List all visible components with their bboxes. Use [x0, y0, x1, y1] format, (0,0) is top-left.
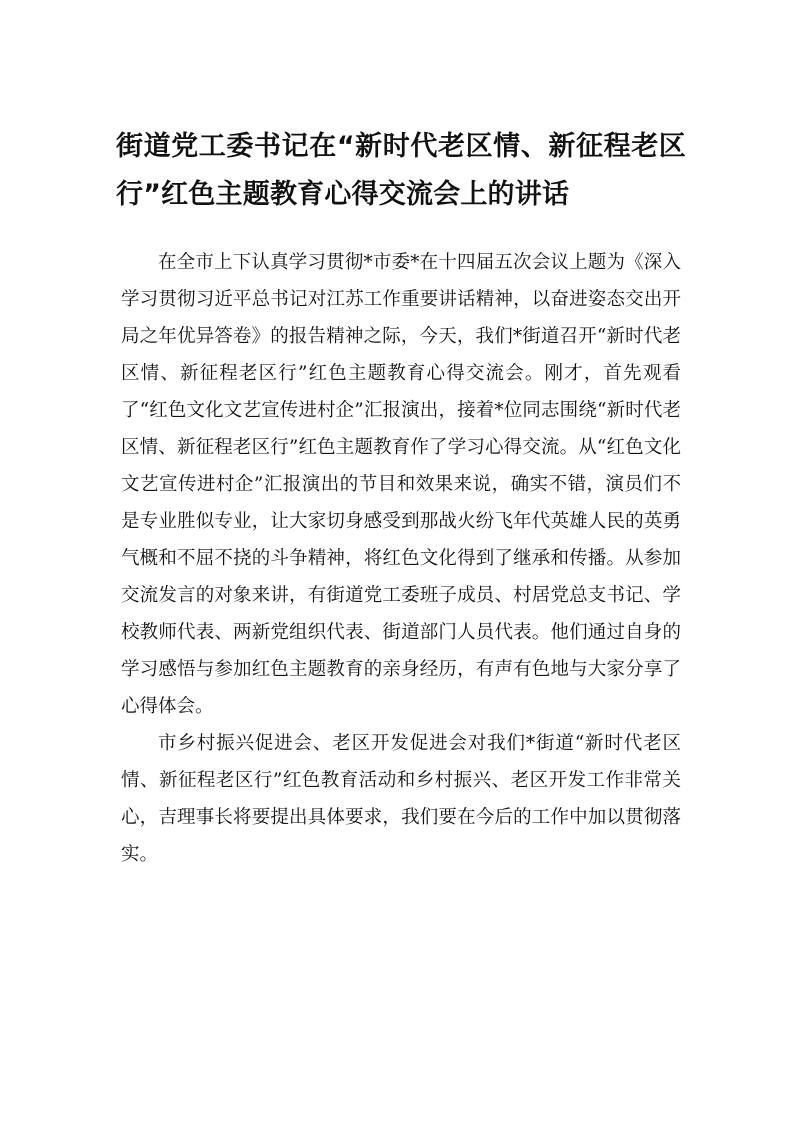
paragraph: 市乡村振兴促进会、老区开发促进会对我们*街道“新时代老区情、新征程老区行”红色教育活动和乡村振兴、老区开发工作非常关心，吉理事长将要提出具体要求，我们要在今后的工作中加以贯彻落实。 — [121, 733, 681, 865]
document-title: 街道党工委书记在“新时代老区情、新征程老区行”红色主题教育心得交流会上的讲话 — [116, 131, 686, 210]
paragraph: 在全市上下认真学习贯彻*市委*在十四届五次会议上题为《深入学习贯彻习近平总书记对江苏工作重要讲话精神，以奋进姿态交出开局之年优异答卷》的报告精神之际，今天，我们*街道召开“新时代老区情、新征程老区行”红色主题教育心得交流会。刚才，首先观看了“红色文化文艺宣传进村企”汇报演出，接着*位同志围绕“新时代老区情、新征程老区行”红色主题教育作了学习心得交流。从“红色文化文艺宣传进村企”汇报演出的节目和效果来说，确实不错，演员们不是专业胜似专业，让大家切身感受到那战火纷飞年代英雄人民的英勇气概和不屈不挠的斗争精神，将红色文化得到了继承和传播。从参加交流发言的对象来讲，有街道党工委班子成员、村居党总支书记、学校教师代表、两新党组织代表、街道部门人员代表。他们通过自身的学习感悟与参加红色主题教育的亲身经历，有声有色地与大家分享了心得体会。 — [121, 252, 681, 717]
document-body — [121, 244, 681, 873]
